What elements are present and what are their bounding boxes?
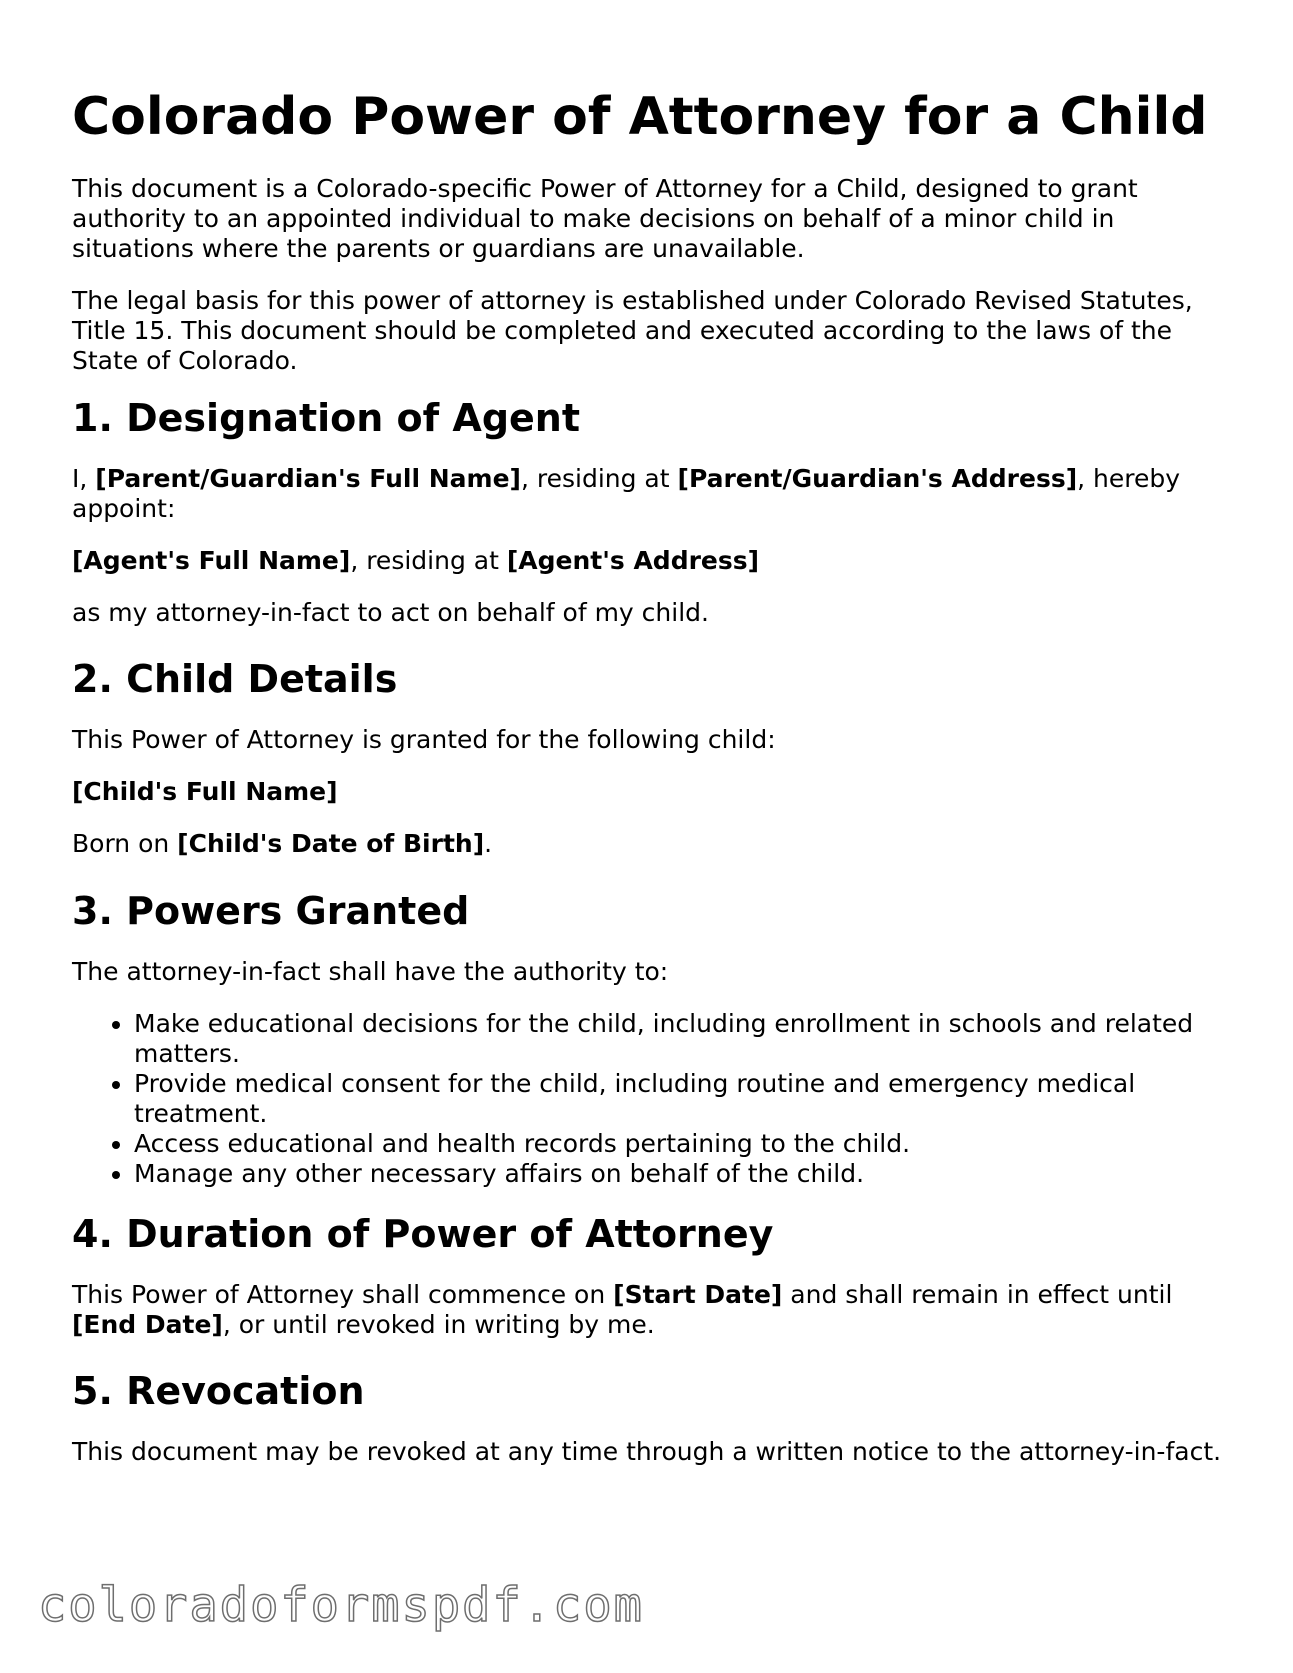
duration-line xyxy=(72,1280,1222,1340)
start-date-placeholder: [Start Date] xyxy=(613,1279,783,1309)
list-item: • Manage any other necessary affairs on behalf of the child. xyxy=(134,1159,1222,1189)
duration-suffix: , or until revoked in writing by me. xyxy=(222,1309,655,1339)
appointment-line xyxy=(72,464,1222,524)
page-title: Colorado Power of Attorney for a Child xyxy=(72,87,1208,147)
section-duration xyxy=(72,1212,1222,1340)
born-suffix: . xyxy=(484,828,493,858)
agent-address-placeholder: [Agent's Address] xyxy=(506,545,760,575)
appointment-mid: , residing at xyxy=(520,463,678,493)
agent-name-placeholder: [Agent's Full Name] xyxy=(72,545,351,575)
child-name-line xyxy=(72,777,1222,807)
born-prefix: Born on xyxy=(72,828,178,858)
list-item: • Provide medical consent for the child, including routine and emergency medical treatment. xyxy=(134,1069,1222,1129)
intro-paragraph-1: This document is a Colorado-specific Power of Attorney for a Child, designed to grant authority to an appointed individual to make decisions on behalf of a minor child in situations where the parents or guardians are unavailable. xyxy=(72,174,1138,263)
end-date-placeholder: [End Date] xyxy=(72,1309,223,1339)
section-5-heading: 5. Revocation xyxy=(72,1369,365,1413)
child-name-placeholder: [Child's Full Name] xyxy=(72,776,338,806)
attorney-in-fact-line: as my attorney-in-fact to act on behalf of my child. xyxy=(72,597,709,627)
appointment-prefix: I, xyxy=(72,463,96,493)
intro-paragraph-2: The legal basis for this power of attorney is established under Colorado Revised Statutes, Title 15. This document should be completed and executed according to the laws of the State of Colorado. xyxy=(72,286,1193,375)
child-dob-line xyxy=(72,829,1222,859)
appointment-suffix: , hereby appoint: xyxy=(72,463,1181,523)
document-page xyxy=(72,0,1222,1466)
site-watermark: coloradoformspdf.com xyxy=(38,1578,644,1633)
section-3-heading: 3. Powers Granted xyxy=(72,889,470,933)
section-child-details xyxy=(72,657,1222,859)
powers-intro-line: The attorney-in-fact shall have the authority to: xyxy=(72,956,669,986)
duration-prefix: This Power of Attorney shall commence on xyxy=(72,1279,614,1309)
child-dob-placeholder: [Child's Date of Birth] xyxy=(177,828,485,858)
section-1-heading: 1. Designation of Agent xyxy=(72,396,581,440)
section-designation-of-agent xyxy=(72,396,1222,628)
agent-line-mid: , residing at xyxy=(350,545,507,575)
agent-line xyxy=(72,546,1222,576)
section-revocation xyxy=(72,1369,1222,1467)
section-powers-granted xyxy=(72,889,1222,1189)
parent-name-placeholder: [Parent/Guardian's Full Name] xyxy=(95,463,521,493)
intro-section xyxy=(72,174,1222,376)
list-item: • Make educational decisions for the child, including enrollment in schools and related matters. xyxy=(134,1009,1222,1069)
powers-list xyxy=(72,1009,1222,1189)
child-intro-line: This Power of Attorney is granted for the following child: xyxy=(72,724,776,754)
list-item: • Access educational and health records pertaining to the child. xyxy=(134,1129,1222,1159)
section-2-heading: 2. Child Details xyxy=(72,657,398,701)
parent-address-placeholder: [Parent/Guardian's Address] xyxy=(677,463,1078,493)
section-4-heading: 4. Duration of Power of Attorney xyxy=(72,1212,774,1256)
duration-mid: and shall remain in effect until xyxy=(782,1279,1173,1309)
revocation-line: This document may be revoked at any time through a written notice to the attorney-in-fact. xyxy=(72,1436,1222,1466)
